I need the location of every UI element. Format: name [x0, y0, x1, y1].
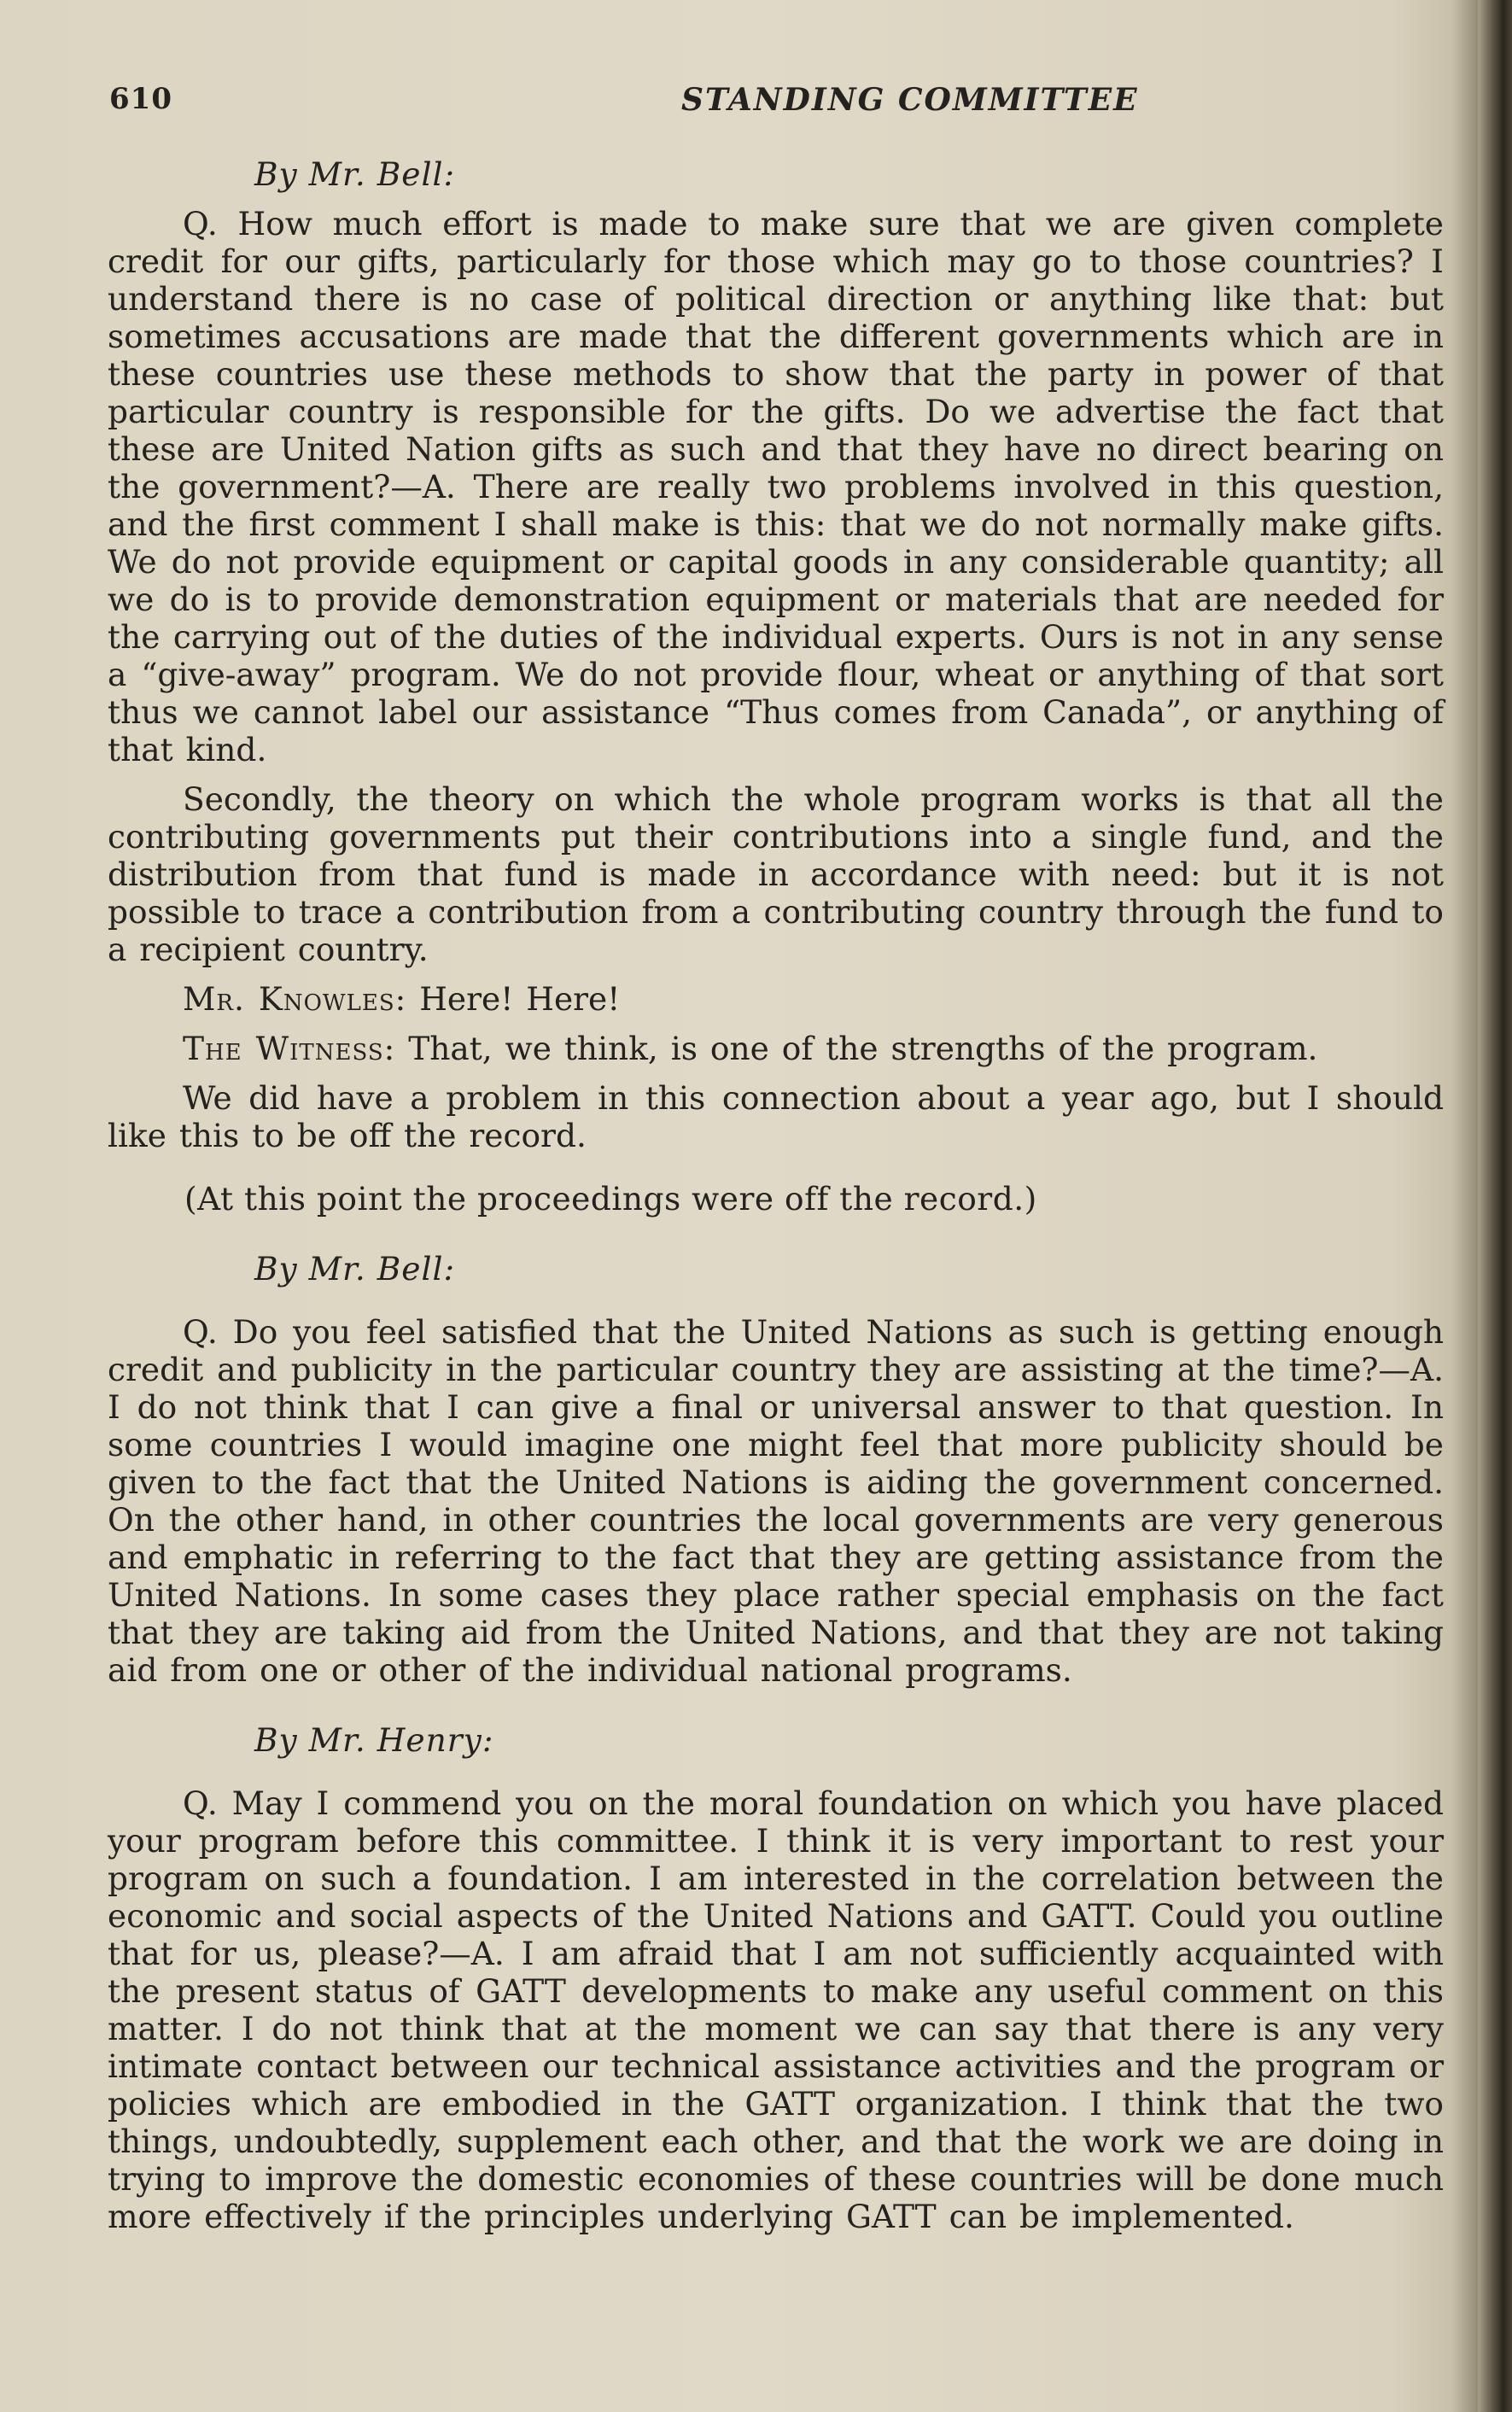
- page-number: 610: [109, 82, 172, 116]
- page-body: [108, 155, 1444, 2235]
- speaker-heading: By Mr. Bell:: [254, 1250, 456, 1288]
- interjection-knowles: [108, 980, 1444, 1018]
- paragraph: Secondly, the theory on which the whole program works is that all the contributing governments put their contributions into a single fund, and the distribution from that fund is made in accordance with need: but it is not possible to trace a contribution from a contributing country through the fund to a recipient country.: [108, 780, 1444, 968]
- paragraph: Q. How much effort is made to make sure that we are given complete credit for our gifts, particularly for those which may go to those countries? I understand there is no case of political direction or anything like that: but sometimes accusations are made that the different governments which are in these countries use these methods to show that the party in power of that particular country is responsible for the gifts. Do we advertise the fact that these are United Nation gifts as such and that they have no direct bearing on the government?—A. There are really two problems involved in this question, and the first comment I shall make is this: that we do not normally make gifts. We do not provide equipment or capital goods in any considerable quantity; all we do is to provide demonstration equipment or materials that are needed for the carrying out of the duties of the individual experts. Ours is not in any sense a “give-away” program. We do not provide flour, wheat or anything of that sort thus we cannot label our assistance “Thus comes from Canada”, or anything of that kind.: [108, 205, 1444, 768]
- interjection-text: Here! Here!: [419, 980, 621, 1018]
- paragraph: Q. May I commend you on the moral foundation on which you have placed your program before this committee. I think it is very important to rest your program on such a foundation. I am interested in the correlation between the economic and social aspects of the United Nations and GATT. Could you outline that for us, please?—A. I am afraid that I am not sufficiently acquainted with the present status of GATT developments to make any useful comment on this matter. I do not think that at the moment we can say that there is any very intimate contact between our technical assistance activities and the program or policies which are embodied in the GATT organization. I think that the two things, undoubtedly, supplement each other, and that the work we are doing in trying to improve the domestic economies of these countries will be done much more effectively if the principles underlying GATT can be implemented.: [108, 1784, 1444, 2235]
- paragraph: Q. Do you feel satisfied that the United Nations as such is getting enough credit and publicity in the particular country they are assisting at the time?—A. I do not think that I can give a final or universal answer to that question. In some countries I would imagine one might feel that more publicity should be given to the fact that the United Nations is aiding the government concerned. On the other hand, in other countries the local governments are very generous and emphatic in referring to the fact that they are getting assistance from the United Nations. In some cases they place rather special emphasis on the fact that they are taking aid from the United Nations, and that they are not taking aid from one or other of the individual national programs.: [108, 1313, 1444, 1689]
- speaker-name: Mr. Knowles:: [183, 980, 407, 1018]
- page-header: [109, 82, 1441, 125]
- off-record-note: (At this point the proceedings were off the record.): [184, 1180, 1037, 1218]
- speaker-name: The Witness:: [183, 1030, 396, 1067]
- speaker-heading: By Mr. Henry:: [254, 1721, 494, 1759]
- interjection-witness: [108, 1030, 1444, 1067]
- paragraph: We did have a problem in this connection about a year ago, but I should like this to be off the record.: [108, 1079, 1444, 1154]
- interjection-text: That, we think, is one of the strengths of the program.: [408, 1030, 1318, 1067]
- speaker-heading: By Mr. Bell:: [254, 155, 456, 193]
- running-head: STANDING COMMITTEE: [681, 82, 1139, 118]
- book-spine-shadow: [1478, 0, 1512, 2412]
